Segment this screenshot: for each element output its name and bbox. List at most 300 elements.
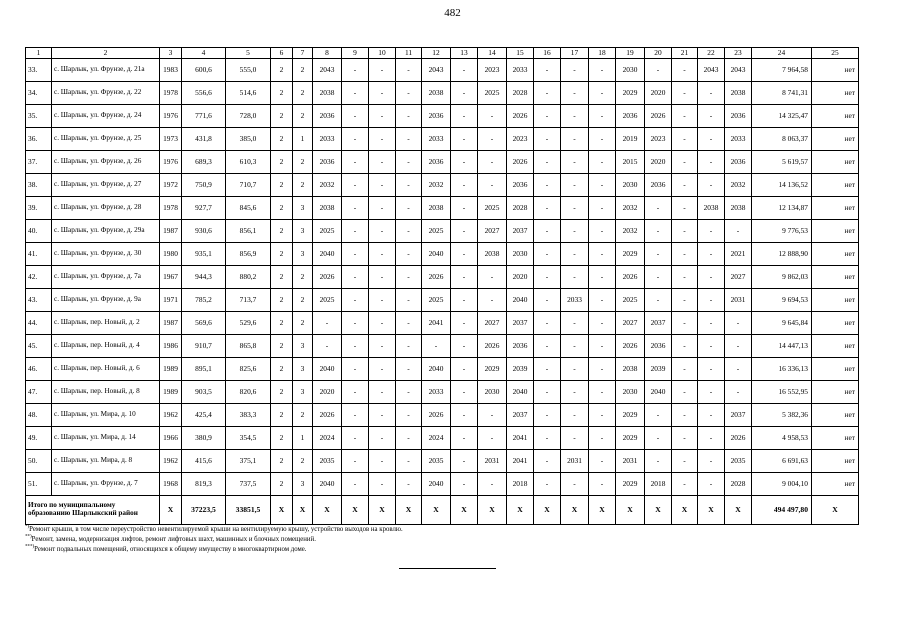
table-cell: - (369, 358, 396, 381)
cost-cell: 9 694,53 (752, 289, 812, 312)
data-table (25, 47, 859, 525)
table-cell: 944,3 (182, 266, 226, 289)
table-cell: - (698, 473, 725, 496)
table-cell: - (589, 358, 616, 381)
table-cell: - (589, 381, 616, 404)
table-cell: 2027 (725, 266, 752, 289)
table-cell: 2040 (313, 243, 342, 266)
table-cell: - (645, 266, 672, 289)
footnotes (25, 525, 403, 555)
row-number-cell: 43. (26, 289, 52, 312)
table-cell: - (672, 220, 698, 243)
table-cell: - (589, 289, 616, 312)
table-cell: 2043 (698, 59, 725, 82)
table-cell: 2036 (725, 105, 752, 128)
table-cell: - (451, 105, 478, 128)
table-cell: - (589, 105, 616, 128)
table-cell: - (396, 450, 422, 473)
table-cell: - (369, 59, 396, 82)
row-number-cell: 35. (26, 105, 52, 128)
table-cell: - (369, 82, 396, 105)
table-cell: - (698, 381, 725, 404)
table-cell: - (645, 427, 672, 450)
column-number-row (26, 48, 859, 59)
row-number-cell: 48. (26, 404, 52, 427)
table-cell: - (396, 243, 422, 266)
table-cell: 2 (271, 381, 293, 404)
table-cell: 385,0 (226, 128, 271, 151)
table-cell: 2032 (422, 174, 451, 197)
table-row (26, 427, 859, 450)
table-cell: 380,9 (182, 427, 226, 450)
table-cell: - (396, 427, 422, 450)
table-cell: 2025 (313, 220, 342, 243)
table-cell: 1967 (160, 266, 182, 289)
address-cell: с. Шарлык, ул. Мира, д. 10 (52, 404, 160, 427)
table-cell: - (589, 220, 616, 243)
table-cell: 1976 (160, 151, 182, 174)
table-cell: - (672, 243, 698, 266)
table-cell: - (589, 151, 616, 174)
address-cell: с. Шарлык, ул. Фрунзе, д. 21а (52, 59, 160, 82)
status-cell: нет (812, 220, 859, 243)
cost-cell: 9 862,03 (752, 266, 812, 289)
table-cell: 2031 (561, 450, 589, 473)
cost-cell: 6 691,63 (752, 450, 812, 473)
table-cell: - (396, 174, 422, 197)
table-cell: 1962 (160, 450, 182, 473)
table-cell: 2026 (507, 105, 534, 128)
row-number-cell: 38. (26, 174, 52, 197)
table-cell: - (534, 289, 561, 312)
table-cell: - (672, 266, 698, 289)
row-number-cell: 42. (26, 266, 52, 289)
status-cell: нет (812, 151, 859, 174)
table-cell: - (645, 220, 672, 243)
table-cell: 2036 (313, 105, 342, 128)
table-cell: 431,8 (182, 128, 226, 151)
table-cell: 383,3 (226, 404, 271, 427)
total-cell: X (160, 496, 182, 525)
table-cell: - (589, 450, 616, 473)
total-cell: X (271, 496, 293, 525)
table-cell: - (561, 473, 589, 496)
total-cell: X (645, 496, 672, 525)
table-cell: 2026 (422, 404, 451, 427)
table-cell: 845,6 (226, 197, 271, 220)
table-cell: 2 (293, 450, 313, 473)
table-cell: - (451, 243, 478, 266)
table-cell: 2037 (507, 404, 534, 427)
table-cell: 1986 (160, 335, 182, 358)
table-cell: - (561, 335, 589, 358)
table-cell: - (534, 128, 561, 151)
total-cell: X (672, 496, 698, 525)
address-cell: с. Шарлык, ул. Фрунзе, д. 22 (52, 82, 160, 105)
table-cell: - (698, 289, 725, 312)
table-cell: 689,3 (182, 151, 226, 174)
table-cell: 2 (271, 220, 293, 243)
table-cell: 3 (293, 335, 313, 358)
column-number-header: 21 (672, 48, 698, 59)
table-cell: 2032 (616, 197, 645, 220)
cost-cell: 9 004,10 (752, 473, 812, 496)
table-cell: - (342, 174, 369, 197)
table-cell: 2040 (645, 381, 672, 404)
row-number-cell: 49. (26, 427, 52, 450)
table-cell: - (698, 312, 725, 335)
table-cell: 2026 (645, 105, 672, 128)
table-cell: 2 (271, 243, 293, 266)
table-cell: 2036 (422, 105, 451, 128)
table-cell: - (396, 358, 422, 381)
table-cell: - (478, 151, 507, 174)
table-cell: 569,6 (182, 312, 226, 335)
table-cell: - (672, 197, 698, 220)
table-cell: 2025 (422, 220, 451, 243)
table-cell: - (451, 404, 478, 427)
table-row (26, 404, 859, 427)
table-cell: 3 (293, 381, 313, 404)
row-number-cell: 44. (26, 312, 52, 335)
table-cell: - (369, 312, 396, 335)
table-cell: 856,1 (226, 220, 271, 243)
table-cell: - (534, 59, 561, 82)
table-cell: 2 (271, 266, 293, 289)
table-cell: - (698, 358, 725, 381)
table-cell: - (589, 312, 616, 335)
table-cell: - (561, 404, 589, 427)
table-cell: - (589, 404, 616, 427)
table-cell: - (396, 335, 422, 358)
table-cell: 1962 (160, 404, 182, 427)
table-cell: - (534, 82, 561, 105)
row-number-cell: 36. (26, 128, 52, 151)
column-number-header: 2 (52, 48, 160, 59)
row-number-cell: 37. (26, 151, 52, 174)
table-row (26, 174, 859, 197)
table-cell: 2038 (698, 197, 725, 220)
table-row (26, 335, 859, 358)
table-cell: 2 (293, 404, 313, 427)
column-number-header: 1 (26, 48, 52, 59)
status-cell: нет (812, 266, 859, 289)
table-cell: 2 (271, 427, 293, 450)
cost-cell: 9 645,84 (752, 312, 812, 335)
table-cell: 930,6 (182, 220, 226, 243)
table-cell: 2028 (507, 197, 534, 220)
table-cell: - (369, 174, 396, 197)
table-cell: 2038 (422, 197, 451, 220)
table-cell: - (534, 220, 561, 243)
address-cell: с. Шарлык, пер. Новый, д. 8 (52, 381, 160, 404)
table-cell: - (534, 105, 561, 128)
table-cell: - (396, 82, 422, 105)
table-cell: 2 (293, 59, 313, 82)
table-cell: 2036 (645, 335, 672, 358)
table-cell: 2 (293, 82, 313, 105)
table-cell: 2026 (725, 427, 752, 450)
table-cell: 2040 (422, 243, 451, 266)
table-cell: 2018 (645, 473, 672, 496)
table-cell: - (451, 381, 478, 404)
table-row (26, 312, 859, 335)
table-cell: - (422, 335, 451, 358)
table-cell: - (589, 174, 616, 197)
table-cell: - (478, 105, 507, 128)
table-cell: 2029 (616, 243, 645, 266)
table-cell: 2 (271, 197, 293, 220)
table-cell: 2036 (507, 335, 534, 358)
table-cell: - (672, 381, 698, 404)
footer-rule (399, 568, 496, 569)
table-cell: 880,2 (226, 266, 271, 289)
table-cell: - (698, 220, 725, 243)
table-cell: 2 (271, 312, 293, 335)
column-number-header: 9 (342, 48, 369, 59)
status-cell: нет (812, 427, 859, 450)
total-cell: X (812, 496, 859, 525)
column-number-header: 17 (561, 48, 589, 59)
table-cell: 3 (293, 197, 313, 220)
table-cell: 2026 (478, 335, 507, 358)
table-cell: 2019 (616, 128, 645, 151)
table-cell: - (561, 381, 589, 404)
table-cell: 2043 (422, 59, 451, 82)
table-cell: 2038 (313, 197, 342, 220)
table-cell: 2037 (725, 404, 752, 427)
address-cell: с. Шарлык, ул. Фрунзе, д. 29а (52, 220, 160, 243)
table-cell: - (561, 358, 589, 381)
table-cell: - (342, 473, 369, 496)
footnote-mark: ***) (25, 544, 35, 550)
table-cell: 2033 (507, 59, 534, 82)
total-cell: X (396, 496, 422, 525)
address-cell: с. Шарлык, ул. Фрунзе, д. 25 (52, 128, 160, 151)
table-cell: 2031 (478, 450, 507, 473)
table-cell: 2038 (616, 358, 645, 381)
table-cell: 865,8 (226, 335, 271, 358)
table-cell: 927,7 (182, 197, 226, 220)
table-cell: - (561, 427, 589, 450)
status-cell: нет (812, 105, 859, 128)
table-cell: 2033 (561, 289, 589, 312)
table-cell: 2035 (725, 450, 752, 473)
address-cell: с. Шарлык, пер. Новый, д. 6 (52, 358, 160, 381)
table-cell: - (478, 404, 507, 427)
cost-cell: 16 336,13 (752, 358, 812, 381)
table-row (26, 450, 859, 473)
table-cell: 2039 (645, 358, 672, 381)
table-cell: 3 (293, 358, 313, 381)
table-cell: 2036 (725, 151, 752, 174)
table-cell: 2041 (507, 427, 534, 450)
table-row (26, 473, 859, 496)
table-cell: 2036 (313, 151, 342, 174)
table-cell: - (478, 473, 507, 496)
table-cell: - (589, 197, 616, 220)
table-cell: 2030 (616, 381, 645, 404)
table-cell: - (451, 450, 478, 473)
table-cell: 2029 (616, 473, 645, 496)
table-cell: - (369, 427, 396, 450)
table-cell: 2027 (478, 312, 507, 335)
table-cell: 2032 (725, 174, 752, 197)
table-cell: - (451, 289, 478, 312)
cost-cell: 14 325,47 (752, 105, 812, 128)
table-cell: 771,6 (182, 105, 226, 128)
table-cell: 2037 (645, 312, 672, 335)
table-cell: 903,5 (182, 381, 226, 404)
total-cell: X (616, 496, 645, 525)
table-cell: 2025 (478, 82, 507, 105)
table-cell: 2023 (645, 128, 672, 151)
table-cell: 2023 (478, 59, 507, 82)
table-cell: - (672, 174, 698, 197)
table-cell: 1987 (160, 220, 182, 243)
table-cell: - (342, 151, 369, 174)
table-cell: 1989 (160, 358, 182, 381)
table-cell: - (589, 243, 616, 266)
table-cell: - (451, 174, 478, 197)
table-cell: - (698, 404, 725, 427)
total-cell: X (478, 496, 507, 525)
address-cell: с. Шарлык, ул. Фрунзе, д. 27 (52, 174, 160, 197)
table-cell: - (672, 151, 698, 174)
table-row (26, 243, 859, 266)
table-cell: 3 (293, 220, 313, 243)
table-cell: 2030 (616, 59, 645, 82)
footnote-text: Ремонт подвальных помещений, относящихся к общему имуществу в многоквартирном доме. (34, 546, 307, 553)
table-cell: 2030 (507, 243, 534, 266)
table-cell: 2 (271, 450, 293, 473)
status-cell: нет (812, 450, 859, 473)
table-cell: 1980 (160, 243, 182, 266)
table-cell: 2 (293, 151, 313, 174)
table-cell: - (561, 128, 589, 151)
table-cell: - (451, 220, 478, 243)
table-cell: 2 (293, 266, 313, 289)
table-cell: - (369, 266, 396, 289)
table-cell: - (369, 404, 396, 427)
table-cell: - (645, 243, 672, 266)
table-cell: - (478, 289, 507, 312)
status-cell: нет (812, 174, 859, 197)
table-cell: 728,0 (226, 105, 271, 128)
table-cell: 2027 (616, 312, 645, 335)
cost-cell: 8 741,31 (752, 82, 812, 105)
table-cell: 2037 (507, 312, 534, 335)
cost-cell: 9 776,53 (752, 220, 812, 243)
table-cell: 2036 (616, 105, 645, 128)
table-cell: - (478, 266, 507, 289)
cost-cell: 5 382,36 (752, 404, 812, 427)
table-cell: - (672, 128, 698, 151)
footnote (25, 525, 403, 535)
table-cell: 2 (293, 174, 313, 197)
table-cell: 2041 (422, 312, 451, 335)
table-cell: - (561, 105, 589, 128)
table-cell: - (725, 220, 752, 243)
table-cell: 713,7 (226, 289, 271, 312)
table-cell: 2026 (422, 266, 451, 289)
row-number-cell: 45. (26, 335, 52, 358)
table-cell: 2021 (725, 243, 752, 266)
address-cell: с. Шарлык, ул. Фрунзе, д. 24 (52, 105, 160, 128)
table-cell: 2038 (313, 82, 342, 105)
total-row (26, 496, 859, 525)
table-cell: - (451, 473, 478, 496)
table-cell: 556,6 (182, 82, 226, 105)
footnote-text: Ремонт, замена, модернизация лифтов, ремонт лифтовых шахт, машинных и блочных помещений. (31, 536, 316, 543)
table-cell: 2020 (507, 266, 534, 289)
row-number-cell: 46. (26, 358, 52, 381)
table-cell: 895,1 (182, 358, 226, 381)
total-cell: X (725, 496, 752, 525)
row-number-cell: 47. (26, 381, 52, 404)
table-cell: - (396, 266, 422, 289)
table-cell: 2023 (507, 128, 534, 151)
table-cell: 2 (293, 105, 313, 128)
cost-cell: 14 136,52 (752, 174, 812, 197)
table-cell: - (561, 312, 589, 335)
table-cell: 2043 (725, 59, 752, 82)
table-cell: 2029 (478, 358, 507, 381)
table-cell: - (698, 335, 725, 358)
table-row (26, 105, 859, 128)
table-cell: - (478, 128, 507, 151)
table-cell: 2 (271, 128, 293, 151)
table-cell: - (672, 427, 698, 450)
status-cell: нет (812, 473, 859, 496)
page-number: 482 (444, 7, 461, 19)
table-cell: - (698, 151, 725, 174)
table-cell: - (725, 381, 752, 404)
table-row (26, 82, 859, 105)
table-cell: - (534, 473, 561, 496)
table-cell: 2033 (422, 381, 451, 404)
table-cell: - (534, 312, 561, 335)
status-cell: нет (812, 289, 859, 312)
table-cell: - (589, 82, 616, 105)
table-cell: 2040 (422, 473, 451, 496)
row-number-cell: 34. (26, 82, 52, 105)
table-cell: - (672, 358, 698, 381)
table-cell: - (342, 197, 369, 220)
column-number-header: 18 (589, 48, 616, 59)
table-cell: - (645, 289, 672, 312)
table-cell: 2029 (616, 427, 645, 450)
table-cell: - (725, 358, 752, 381)
table-cell: 820,6 (226, 381, 271, 404)
table-cell: 2033 (422, 128, 451, 151)
table-cell: - (561, 151, 589, 174)
table-cell: 354,5 (226, 427, 271, 450)
table-cell: 2 (271, 404, 293, 427)
table-cell: 2027 (478, 220, 507, 243)
table-cell: 2040 (313, 358, 342, 381)
table-cell: - (451, 59, 478, 82)
table-cell: 514,6 (226, 82, 271, 105)
table-cell: - (534, 197, 561, 220)
table-cell: 2026 (616, 335, 645, 358)
table-cell: - (342, 289, 369, 312)
row-number-cell: 40. (26, 220, 52, 243)
footnote-mark: *) (25, 524, 30, 530)
table-cell: - (313, 312, 342, 335)
table-cell: - (534, 404, 561, 427)
column-number-header: 16 (534, 48, 561, 59)
